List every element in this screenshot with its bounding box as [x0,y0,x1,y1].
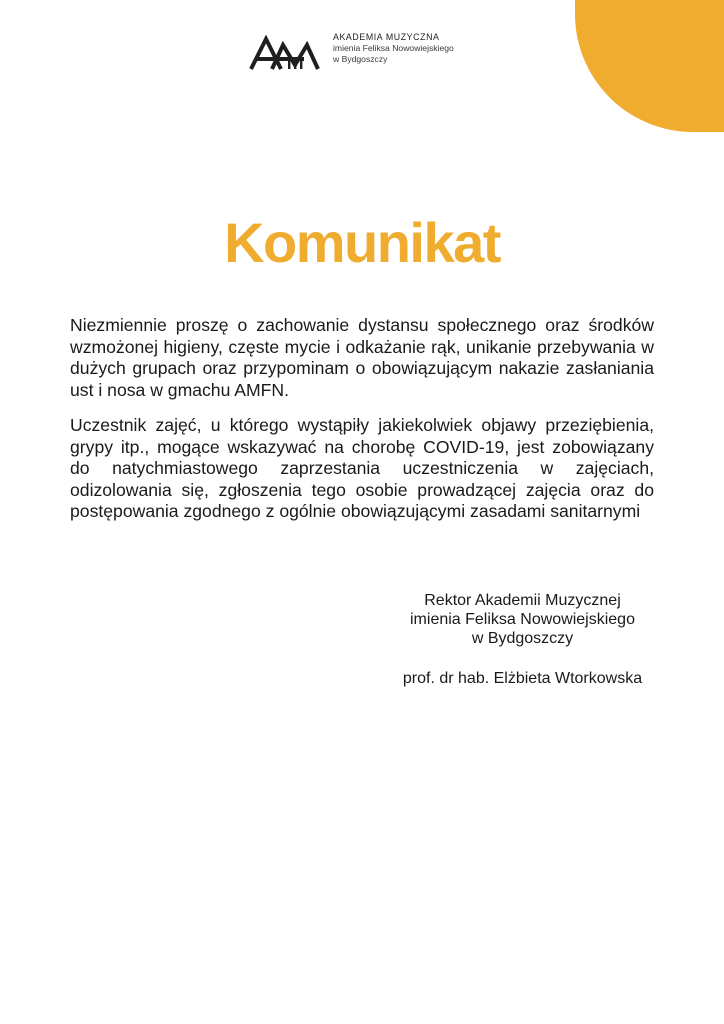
paragraph-hygiene: Niezmiennie proszę o zachowanie dystansu społecznego oraz środków wzmożonej higieny, częste mycie i odkażanie rąk, unikanie przebywania w dużych grupach oraz przypominam o obowiązującym nakazie zasłaniania ust i nosa w gmachu AMFN. [70,315,654,400]
logo-line-patron: imienia Feliksa Nowowiejskiego [333,43,454,53]
signature-title-line3: w Bydgoszczy [471,630,574,647]
signature-name: prof. dr hab. Elżbieta Wtorkowska [402,670,643,687]
paragraph-covid-symptoms: Uczestnik zajęć, u którego wystąpiły jakiekolwiek objawy przeziębienia, grypy itp., mogące wskazywać na chorobę COVID-19, jest zobowiązany do natychmiastowego zaprzestania uczestniczenia w zajęciach, odizolowania się, zgłoszenia tego osobie prowadzącej zajęcia oraz do postępowania zgodnego z ogólnie obowiązującymi zasadami sanitarnymi [70,415,654,521]
announcement-body [70,315,654,537]
logo-line-city: w Bydgoszczy [333,54,388,64]
corner-accent-shape [575,0,724,132]
amfn-logo-icon [248,35,324,71]
logo-text [333,32,454,65]
page-title: Komunikat [224,211,500,274]
signature-block [370,591,675,688]
logo-line-academy: AKADEMIA MUZYCZNA [333,32,440,42]
signature-title-line2: imienia Feliksa Nowowiejskiego [410,611,635,628]
signature-title-line1: Rektor Akademii Muzycznej [424,592,621,609]
university-logo [248,32,454,72]
